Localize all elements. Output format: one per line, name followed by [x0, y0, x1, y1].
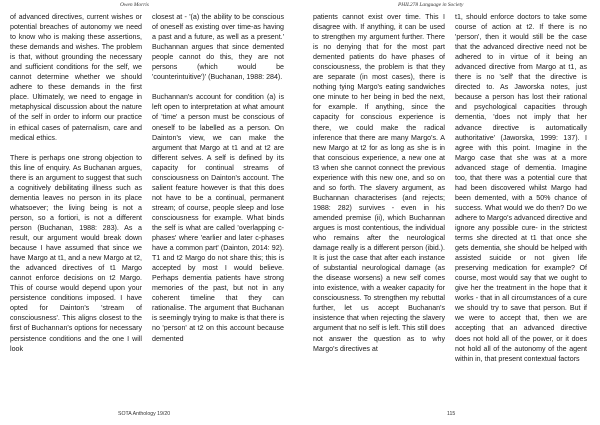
- paragraph: Buchannan's account for condition (a) is left open to interpretation at what amount of 'time' a person must be conscious of oneself to be labelled as a person. On Dainton's view, we can make the argument that Margo at t1 and at t2 are different selves. A self is defined by its capacity for continual streams of consciousness on Dainton's account. The salient feature however is that this does not have to be a continual, permanent stream; of course, people sleep and lose consciousness for example. What binds the self is what are called 'overlapping c-phases' where 'earlier and later c-phases have a common part' (Dainton, 2014: 92). T1 and t2 Margo do not share this; this is accepted by most I would believe. Perhaps dementia patients have strong memories of the past, but not in any coherent timeline that they can rationalise. The argument that Buchanan is seemingly trying to make is that there is no 'person' at t2 on this account because demented: [152, 93, 284, 343]
- paragraph: closest at - '(a) the ability to be conscious of oneself as existing over time-as having a past and a future, as well as a present.' Buchannan argues that since demented people cannot do this, they are not persons (which would be 'counterintuitive')' (Buchanan, 1988: 284).: [152, 13, 284, 82]
- left-page-column-2: [152, 12, 284, 344]
- page-number: 115: [447, 411, 456, 417]
- paragraph: patients cannot exist over time. This I disagree with. If anything, it can be used to strengthen my argument further. There is no denying that for the most part demented patients do have phases of consciousness, the problem is that they are separate (in most cases), there is nothing tying Margo's eating sandwiches one minute to her being in bed the next, for example. If anything, since the capacity for conscious experience is there, we could make the radical inference that there are many Margo's. A new Margo at t2 for as long as she is in that conscious experience, a new one at t3 when she cannot connect the previous experience with this new one, and so on and so forth. The slavery argument, as Buchannan characterises (and rejects; 1988: 282) survives - even in his amended premise (ii), which Buchannan argues is most contentious, the individual who remains after the neurological damage really is a different person (ibid.). It is just the case that after each instance of substantial neurological damage (as the disease worsens) a new self comes into existence, with a weaker capacity for consciousness. To strengthen my rebuttal further, let us accept Buchanan's insistence that when rejecting the slavery argument that no self is left. This still does not answer the question as to why Margo's directives at: [313, 13, 445, 353]
- running-header-course: PHIL278 Language in Society: [398, 2, 464, 8]
- left-page-column-1: [10, 12, 142, 354]
- paragraph: There is perhaps one strong objection to this line of enquiry. As Buchanan argues, there is an argument to suggest that such a cognitively debilitating illness such as dementia leaves no person in its place whatsoever; the living being is not a person, so a fortiori, is not a different person (Buchanan, 1988: 283). As a result, our argument would break down because I have assumed that since we have Margo at t1, and a new Margo at t2, the advanced directives of t1 Margo cannot enforce decisions on t2 Margo. This of course would depend upon your persistence conditions imposed. I have opted for Dainton's 'stream of consciousness'. This aligns closest to the first of Buchannan's options for necessary persistence conditions and the one I will look: [10, 153, 142, 353]
- right-page-column-2: [455, 12, 587, 364]
- paragraph: t1, should enforce doctors to take some course of action at t2. If there is no 'person', then it would still be the case that the advanced directive need not be adhered to in virtue of it being an advanced directive from Margo at t1, as there is no 'self' that the directive is directed to. As Jaworska notes, just because a person has lost their rational and psychological capacities through dementia, 'does not imply that her advance directive is automatically authoritative' (Jaworska, 1999: 137). I agree with this point. Imagine in the Margo case that she was at a more advanced stage of dementia. Imagine too, that there was a potential cure that had been discovered whilst Margo had been demented, with a 50% chance of success. What would we do then? Do we adhere to Margo's advanced directive and ignore any possible cure- in the strictest terms she directed at t1 that once she gets dementia, she should be helped with assisted suicide or not given life preserving medication for example? Of course, most would say that we ought to give her the treatment in the hope that it works - that in all circumstances of a cure we should try to save that person. But if we were to accept that, then we are accepting that an advanced directive does not hold all of the power, or it does not hold all of the autonomy of the agent within in, that present contextual factors: [455, 13, 587, 363]
- running-footer-anthology: SOTA Anthology 19/20: [118, 411, 171, 417]
- running-header-author: Owen Morris: [120, 2, 149, 8]
- paragraph: of advanced directives, current wishes or potential breaches of autonomy we need to know who is making these assertions, these demands and wishes. The problem is that, without grounding the necessary and sufficient conditions for the self, we cannot determine whether we should adhere to these demands in the first place. Ultimately, we need to engage in metaphysical discussion about the nature of the self in order to inform our practice in ethical cases of paternalism, care and medical ethics.: [10, 13, 142, 142]
- right-page-column-1: [313, 12, 445, 354]
